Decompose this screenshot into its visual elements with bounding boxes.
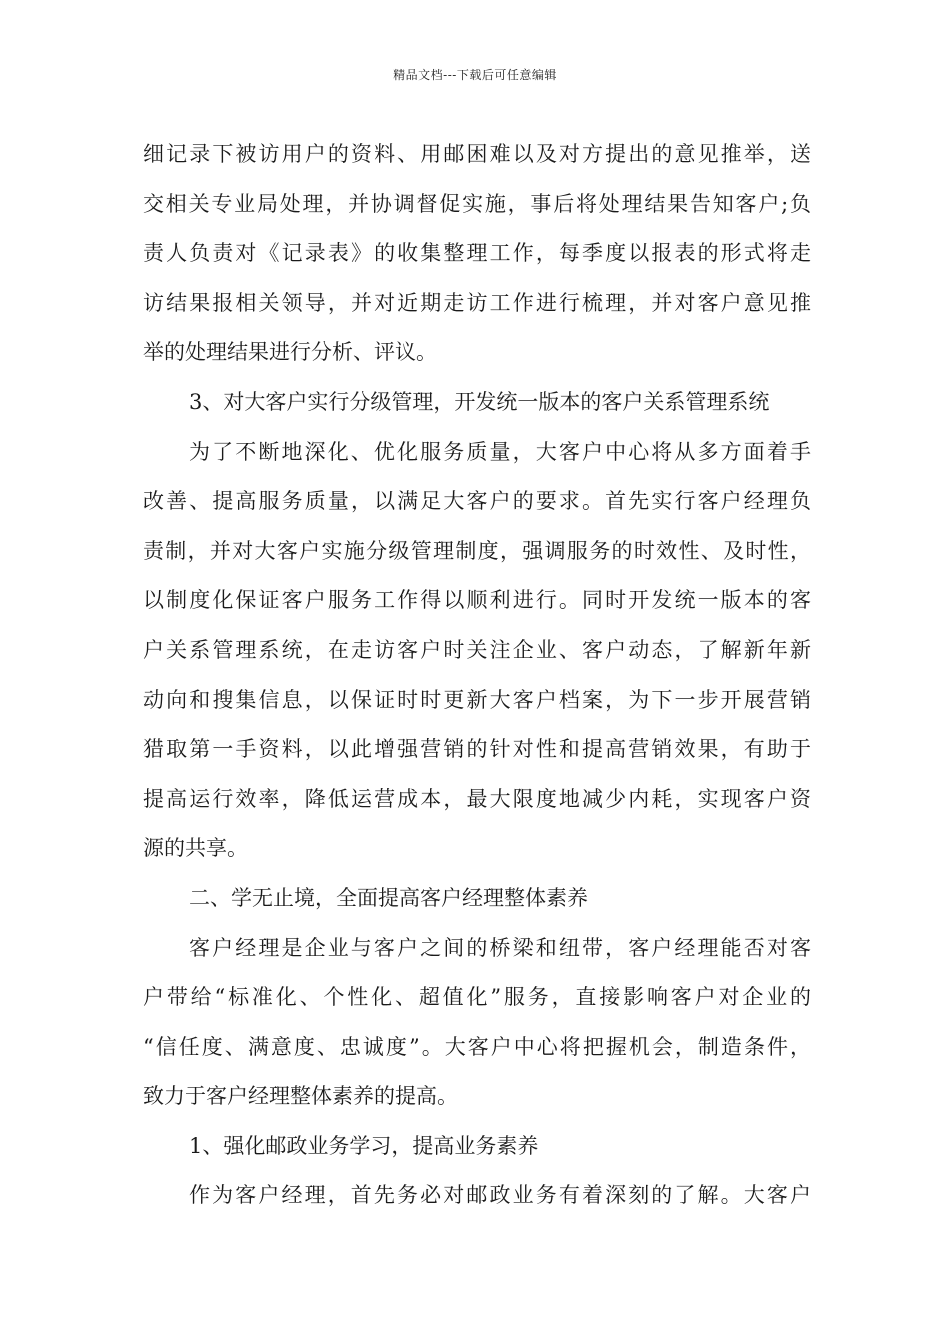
text-line: 致力于客户经理整体素养的提高。 [143, 1084, 458, 1109]
text-line: 责人负责对《记录表》的收集整理工作，每季度以报表的形式将走 [143, 241, 811, 266]
text-line: 访结果报相关领导，并对近期走访工作进行梳理，并对客户意见推 [143, 290, 811, 315]
text-line: 户关系管理系统，在走访客户时关注企业、客户动态，了解新年新 [143, 637, 811, 662]
text-line: 举的处理结果进行分析、评议。 [143, 340, 437, 365]
text-line: 3、对大客户实行分级管理，开发统一版本的客户关系管理系统 [189, 389, 770, 414]
text-line: 1、强化邮政业务学习，提高业务素养 [189, 1133, 539, 1158]
text-line: 提高运行效率，降低运营成本，最大限度地减少内耗，实现客户资 [143, 786, 811, 811]
text-line: 动向和搜集信息，以保证时时更新大客户档案，为下一步开展营销 [143, 687, 811, 712]
text-line: 责制，并对大客户实施分级管理制度，强调服务的时效性、及时性， [143, 538, 811, 563]
text-line: 细记录下被访用户的资料、用邮困难以及对方提出的意见推举，送 [143, 142, 811, 166]
text-line: 为了不断地深化、优化服务质量，大客户中心将从多方面着手 [189, 439, 811, 464]
text-line: 改善、提高服务质量，以满足大客户的要求。首先实行客户经理负 [143, 489, 811, 514]
page-header: 精品文档---下载后可任意编辑 [393, 68, 557, 82]
text-line: 客户经理是企业与客户之间的桥梁和纽带，客户经理能否对客 [189, 935, 811, 960]
text-line: 交相关专业局处理，并协调督促实施，事后将处理结果告知客户;负 [143, 191, 811, 216]
text-line: 猎取第一手资料，以此增强营销的针对性和提高营销效果，有助于 [143, 737, 811, 762]
text-line: 源的共享。 [143, 836, 248, 861]
document-body [143, 130, 811, 1221]
text-line: “信任度、满意度、忠诚度”。大客户中心将把握机会，制造条件， [143, 1034, 811, 1059]
text-line: 以制度化保证客户服务工作得以顺利进行。同时开发统一版本的客 [143, 588, 811, 613]
text-line: 作为客户经理，首先务必对邮政业务有着深刻的了解。大客户 [189, 1183, 811, 1208]
text-line: 户带给“标准化、个性化、超值化”服务，直接影响客户对企业的 [143, 985, 811, 1010]
text-line: 二、学无止境，全面提高客户经理整体素养 [189, 885, 588, 910]
